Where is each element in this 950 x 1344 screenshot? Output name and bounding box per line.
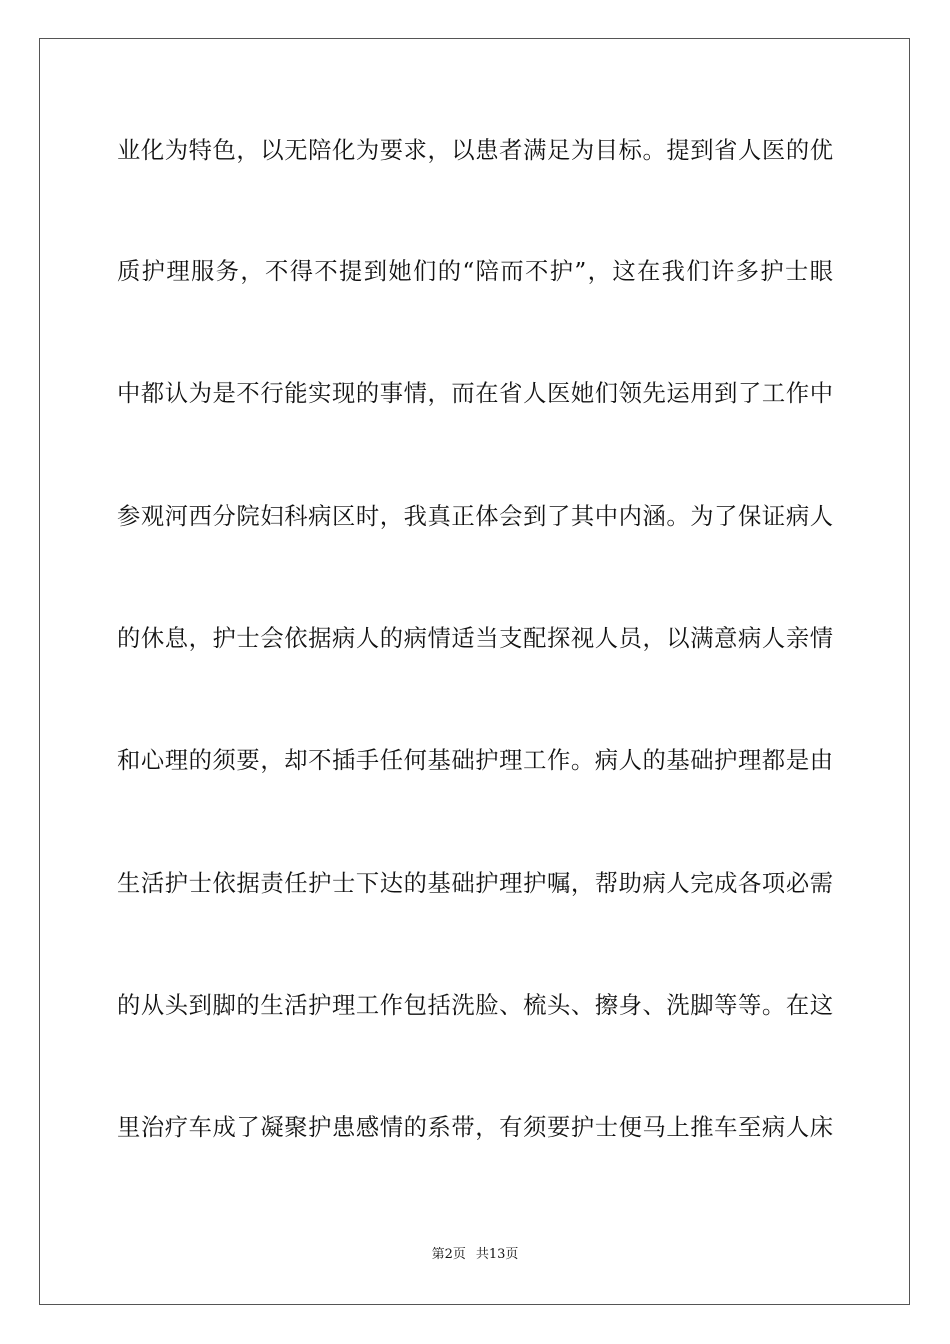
page-number: 第2页 (431, 1247, 466, 1262)
text-line-8: 的从头到脚的生活护理工作包括洗脸、梳头、擦身、洗脚等等。在这 (117, 992, 833, 1019)
text-line-6: 和心理的须要，却不插手任何基础护理工作。病人的基础护理都是由 (117, 747, 833, 774)
page-footer (0, 1246, 950, 1264)
text-line-1: 业化为特色，以无陪化为要求，以患者满足为目标。提到省人医的优 (117, 137, 833, 164)
text-line-2: 质护理服务，不得不提到她们的“陪而不护”，这在我们许多护士眼 (117, 258, 833, 285)
text-line-7: 生活护士依据责任护士下达的基础护理护嘱，帮助病人完成各项必需 (117, 870, 833, 897)
text-line-4: 参观河西分院妇科病区时，我真正体会到了其中内涵。为了保证病人 (117, 503, 833, 530)
text-line-3: 中都认为是不行能实现的事情，而在省人医她们领先运用到了工作中 (117, 380, 833, 407)
page-total: 共13页 (475, 1247, 519, 1262)
text-line-5: 的休息，护士会依据病人的病情适当支配探视人员，以满意病人亲情 (117, 625, 833, 652)
text-line-9: 里治疗车成了凝聚护患感情的系带，有须要护士便马上推车至病人床 (117, 1114, 833, 1141)
